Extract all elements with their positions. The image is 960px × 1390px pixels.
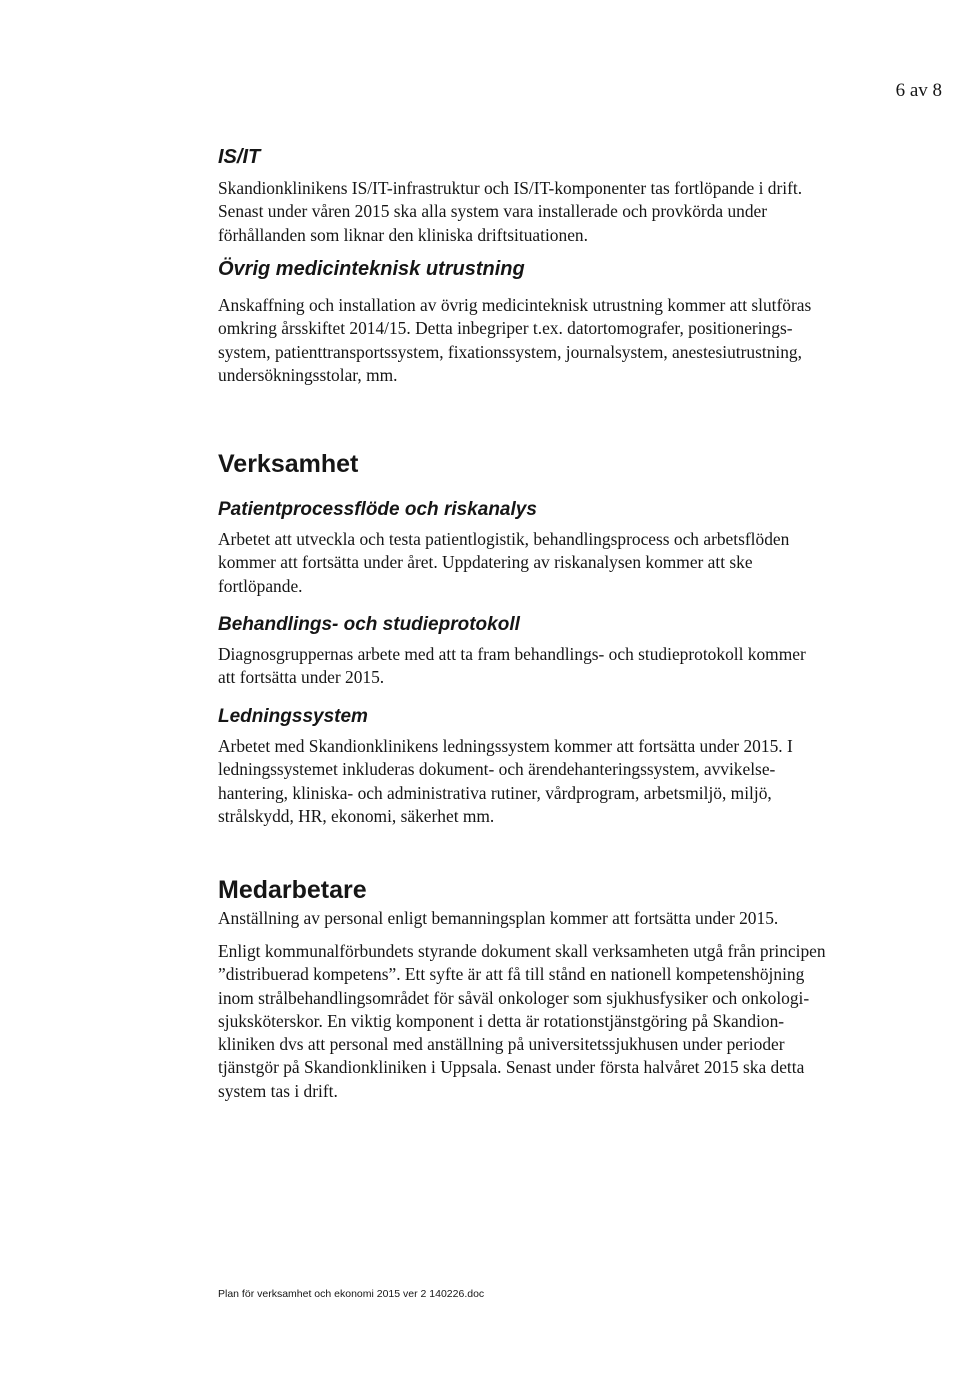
text-line: kommer att fortsätta under året. Uppdatering av riskanalysen kommer att ske: [218, 552, 753, 573]
page-number: 6 av 8: [895, 80, 942, 101]
heading-verksamhet: Verksamhet: [218, 450, 359, 478]
text-line: system tas i drift.: [218, 1080, 338, 1101]
heading-ovrig-medicinteknisk-utrustning: Övrig medicinteknisk utrustning: [218, 258, 525, 280]
text-line: ”distribuerad kompetens”. Ett syfte är att få till stånd en nationell kompetenshöjning: [218, 964, 805, 985]
paragraph-medarbetare-2: [218, 940, 826, 1103]
text-line: inom strålbehandlingsområdet för såväl onkologer som sjukhusfysiker och onkologi-: [218, 987, 810, 1008]
text-line: att fortsätta under 2015.: [218, 667, 385, 688]
paragraph-behandling: [218, 643, 806, 690]
text-line: Arbetet med Skandionklinikens ledningssystem kommer att fortsätta under 2015. I: [218, 736, 793, 756]
paragraph-patientprocess: [218, 528, 789, 598]
paragraph-ovrig: [218, 294, 811, 387]
paragraph-isit: [218, 177, 802, 247]
heading-isit: IS/IT: [218, 146, 261, 168]
text-line: Arbetet att utveckla och testa patientlogistik, behandlingsprocess och arbetsflöden: [218, 529, 790, 549]
text-line: tjänstgör på Skandionkliniken i Uppsala. Senast under första halvåret 2015 ska detta: [218, 1057, 805, 1078]
heading-medarbetare: Medarbetare: [218, 876, 367, 904]
paragraph-ledning: [218, 735, 793, 828]
paragraph-medarbetare-1: [218, 907, 778, 930]
text-line: ledningssystemet inkluderas dokument- och ärendehanteringssystem, avvikelse-: [218, 759, 776, 780]
heading-patientprocessflode: Patientprocessflöde och riskanalys: [218, 499, 537, 520]
text-line: sjuksköterskor. En viktig komponent i detta är rotationstjänstgöring på Skandion-: [218, 1010, 785, 1031]
text-line: strålskydd, HR, ekonomi, säkerhet mm.: [218, 805, 495, 826]
text-line: omkring årsskiftet 2014/15. Detta inbegriper t.ex. datortomografer, positionerings-: [218, 318, 793, 339]
text-line: fortlöpande.: [218, 575, 303, 596]
text-line: Skandionklinikens IS/IT-infrastruktur och IS/IT-komponenter tas fortlöpande i drift.: [218, 178, 803, 198]
text-line: undersökningsstolar, mm.: [218, 364, 398, 385]
text-line: hantering, kliniska- och administrativa rutiner, vårdprogram, arbetsmiljö, miljö,: [218, 782, 772, 803]
text-line: Enligt kommunalförbundets styrande dokument skall verksamheten utgå från principen: [218, 941, 826, 961]
text-line: kliniken dvs att personal med anställning på universitetssjukhusen under perioder: [218, 1034, 785, 1055]
text-line: förhållanden som liknar den kliniska driftsituationen.: [218, 224, 588, 245]
text-line: Anskaffning och installation av övrig medicinteknisk utrustning kommer att slutföras: [218, 295, 812, 315]
heading-ledningssystem: Ledningssystem: [218, 706, 368, 727]
text-line: system, patienttransportssystem, fixationssystem, journalsystem, anestesiutrustning,: [218, 341, 802, 362]
footer-filename: Plan för verksamhet och ekonomi 2015 ver 2 140226.doc: [218, 1288, 485, 1300]
heading-behandlings-och-studieprotokoll: Behandlings- och studieprotokoll: [218, 614, 520, 635]
text-line: Diagnosgruppernas arbete med att ta fram behandlings- och studieprotokoll kommer: [218, 644, 806, 664]
text-line: Anställning av personal enligt bemanningsplan kommer att fortsätta under 2015.: [218, 908, 779, 928]
text-line: Senast under våren 2015 ska alla system vara installerade och provkörda under: [218, 201, 768, 222]
